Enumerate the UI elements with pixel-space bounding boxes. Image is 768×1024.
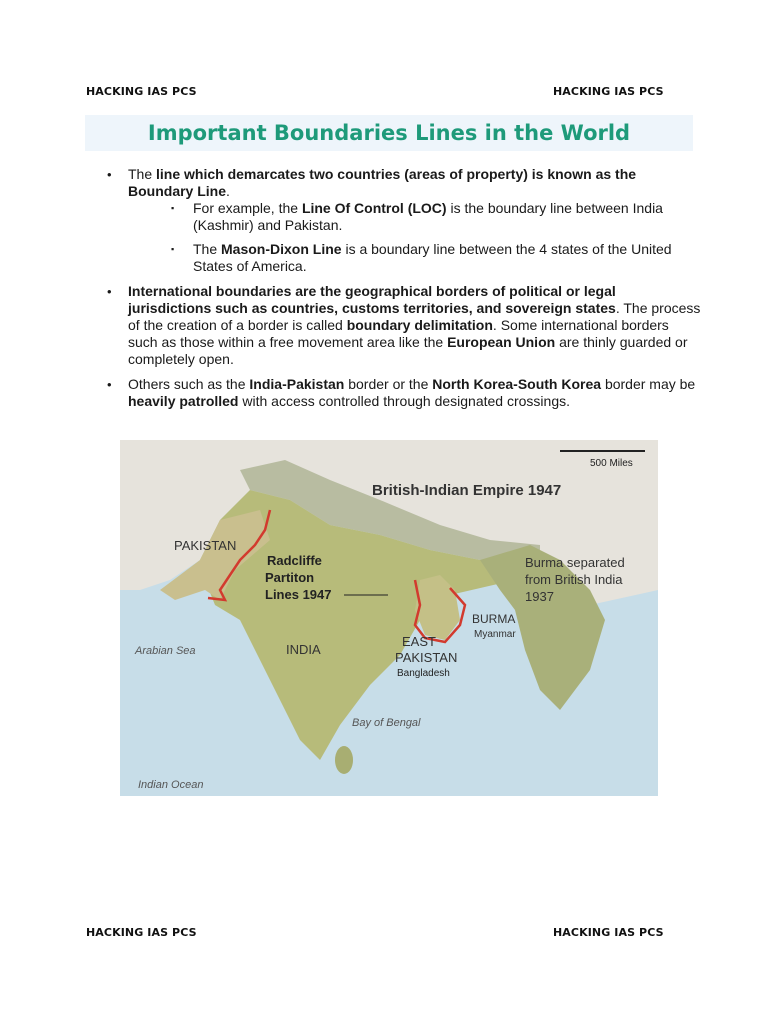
text: . Some international borders such as those within a free movement area like the [128,317,669,350]
bullet-international-boundaries [106,283,701,368]
text: are thinly guarded or completely open. [128,334,688,367]
label-india: INDIA [286,642,321,657]
content-body [106,166,701,418]
text: For example, the [193,200,302,216]
label-radcliffe-3: Lines 1947 [265,587,332,602]
label-indian-ocean: Indian Ocean [138,779,204,791]
bold-text: boundary delimitation [346,317,493,333]
bullet-patrolled-borders [106,376,701,410]
label-burma-note-1: Burma separated [525,555,625,570]
page-title: Important Boundaries Lines in the World [147,121,631,145]
text: border or the [344,376,433,392]
text: . The process of the creation of a border is called [128,300,701,333]
header-left: HACKING IAS PCS [86,85,197,98]
bold-text: North Korea-South Korea [432,376,602,392]
label-burma: BURMA [472,612,516,626]
text: The [193,241,222,257]
label-burma-note-3: 1937 [525,589,554,604]
sub-bullet-loc [128,200,701,234]
text: . [226,183,230,199]
bold-text: Mason-Dixon Line [221,241,342,257]
label-burma-note-2: from British India [525,572,623,587]
footer-right: HACKING IAS PCS [553,926,664,939]
sub-bullet-mason-dixon [128,241,701,275]
label-bay-of-bengal: Bay of Bengal [352,717,421,729]
map-title: British-Indian Empire 1947 [372,482,562,499]
text: The [128,166,157,182]
bold-text: International boundaries are the geographical borders of political or legal jurisdictions such as countries, customs territories, and sovereign states [128,283,616,316]
label-bangladesh: Bangladesh [397,668,450,679]
bold-text: line which demarcates two countries (areas of property) is known as the Boundary Line [128,166,637,199]
text: is the boundary line between India (Kashmir) and Pakistan. [193,200,663,233]
label-east-pakistan-2: PAKISTAN [395,650,458,665]
bold-text: Line Of Control (LOC) [301,200,447,216]
bullet-boundary-line [106,166,701,275]
label-myanmar: Myanmar [474,629,516,640]
bold-text: India-Pakistan [249,376,345,392]
label-radcliffe-1: Radcliffe [267,553,322,568]
label-east-pakistan-1: EAST [402,634,436,649]
label-arabian-sea: Arabian Sea [135,645,196,657]
label-pakistan: PAKISTAN [174,538,237,553]
scale-label: 500 Miles [590,458,633,469]
footer-left: HACKING IAS PCS [86,926,197,939]
map-sri-lanka [335,746,353,774]
text: Others such as the [128,376,250,392]
text: with access controlled through designated crossings. [238,393,570,409]
bold-text: heavily patrolled [128,393,239,409]
header-right: HACKING IAS PCS [553,85,664,98]
text: border may be [601,376,696,392]
label-radcliffe-2: Partiton [265,570,315,585]
text: is a boundary line between the 4 states of the United States of America. [193,241,672,274]
bold-text: European Union [447,334,556,350]
title-banner [85,115,693,151]
british-india-map [120,440,658,796]
